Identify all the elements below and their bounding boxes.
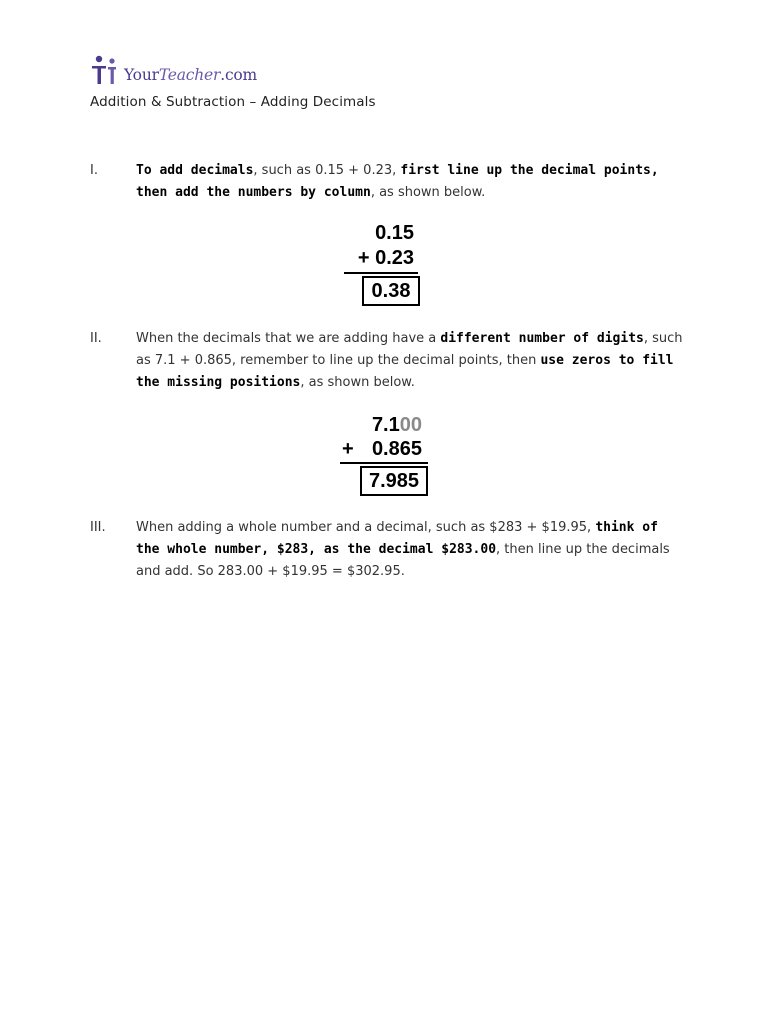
sum-line [340, 462, 428, 464]
bold-phrase: different number of digits [440, 331, 644, 346]
plus-sign: + [342, 438, 354, 460]
section-text [136, 517, 686, 583]
section-number: II. [90, 331, 102, 346]
text-run: , such as 7.1 + 0.865, remember to line up the decimal points, then [136, 331, 683, 368]
addend-1: 0.15 [375, 222, 414, 244]
addition-example-2 [336, 414, 432, 496]
site-logo [90, 54, 257, 86]
section-1 [90, 160, 690, 210]
text-run: , as shown below. [300, 375, 415, 390]
text-run: When the decimals that we are adding have a [136, 331, 441, 346]
answer-box: 0.38 [362, 276, 420, 306]
bold-phrase: use zeros to fill the missing positions [136, 353, 674, 390]
teacher-figure-icon [90, 54, 122, 86]
document-title: Addition & Subtraction – Adding Decimals [90, 94, 376, 110]
bold-phrase: think of the whole number, $283, as the decimal $283.00 [136, 520, 658, 557]
section-text [136, 328, 686, 394]
addend-2: + 0.23 [357, 247, 414, 269]
text-run: , such as 0.15 + 0.23, [253, 163, 401, 178]
section-text [136, 160, 686, 204]
sum-line [344, 272, 418, 274]
section-number: I. [90, 163, 98, 178]
answer-box: 7.985 [360, 466, 428, 496]
bold-phrase: To add decimals [136, 163, 254, 178]
addend-2: 0.865 [371, 438, 422, 460]
text-run: When adding a whole number and a decimal, such as $283 + $19.95, [136, 520, 596, 535]
logo-text: YourTeacher.com [124, 66, 258, 84]
section-number: III. [90, 520, 106, 535]
text-run: , then line up the decimals and add. So 283.00 + $19.95 = $302.95. [136, 542, 670, 579]
section-3 [90, 517, 690, 587]
addend-1: 7.100 [371, 414, 422, 436]
text-run: , as shown below. [370, 185, 486, 200]
addition-example-1 [340, 222, 420, 306]
filler-zeros: 00 [399, 414, 422, 436]
bold-phrase: first line up the decimal points, then add the numbers by column [136, 163, 659, 200]
section-2 [90, 328, 690, 398]
